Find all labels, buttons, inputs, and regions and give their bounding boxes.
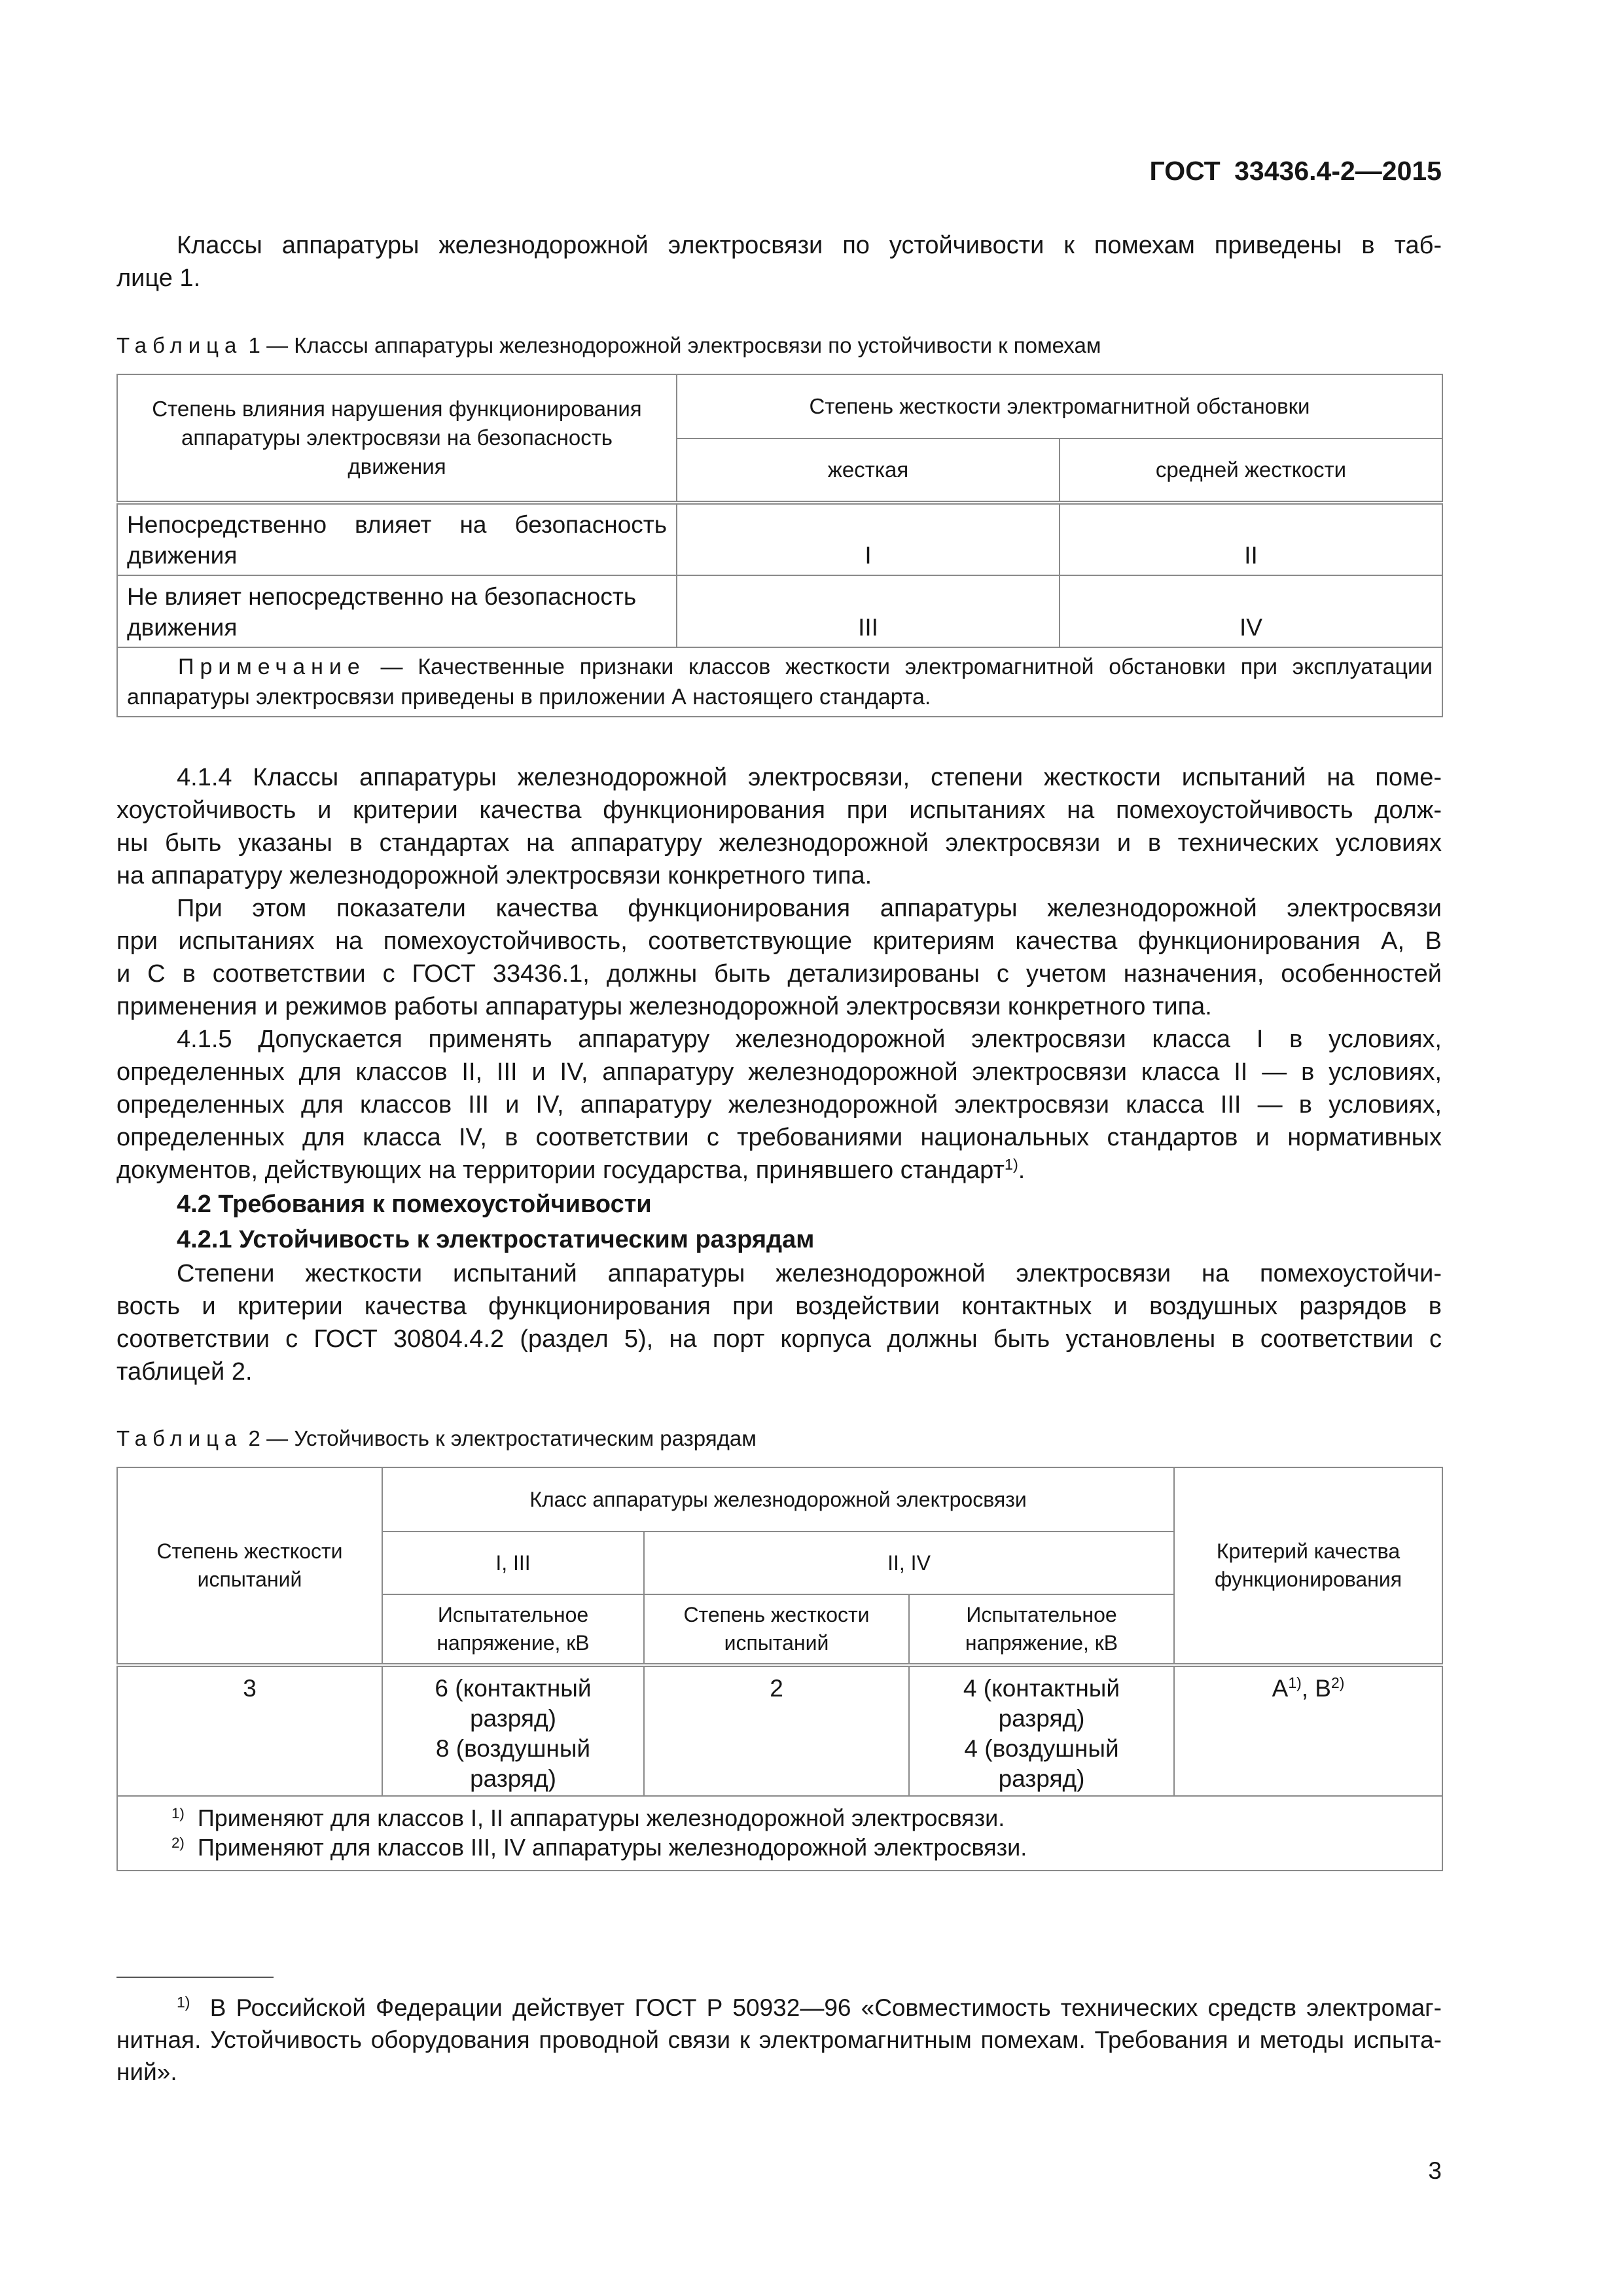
table2-row-v1: [382, 1665, 644, 1796]
table2-h-degree2: Степень жесткости испытаний: [644, 1594, 909, 1665]
table2-sub-24: II, IV: [644, 1532, 1174, 1594]
para-415-line-5: документов, действующих на территории государства, принявшего стандарт$^{1)}$.: [116, 1156, 1026, 1184]
table1-row1-c1: I: [677, 503, 1060, 575]
footnote-rule: [116, 1977, 274, 1978]
para-415-line-5-text: документов, действующих на территории государства, принявшего стандарт: [116, 1157, 1005, 1184]
footnote-ref: 1): [1004, 1156, 1018, 1174]
table1-row2-label: Не влияет непосредственно на безопасность движения: [117, 575, 677, 647]
para-414b-line-4: применения и режимов работы аппаратуры железнодорожной электросвязи конкретного типа.: [116, 993, 1212, 1020]
table2-footnotes: [117, 1796, 1442, 1871]
table2-row-v2-line: 4 (контактный: [963, 1675, 1120, 1702]
heading-4-2-1: 4.2.1 Устойчивость к электростатическим разрядам: [177, 1226, 815, 1253]
table1-sub-medium: средней жесткости: [1060, 439, 1442, 503]
table-row: [117, 503, 1442, 575]
document-header: ГОСТ 33436.4-2—2015: [1149, 156, 1442, 186]
para-421-line-4: таблицей 2.: [116, 1358, 253, 1386]
table2-group-class: Класс аппаратуры железнодорожной электросвязи: [382, 1467, 1174, 1532]
para-421-line-1: Степени жесткости испытаний аппаратуры железнодорожной электросвязи на помехоустойчи-: [177, 1260, 1442, 1287]
table1-row2-c1: III: [677, 575, 1060, 647]
table2-row-v1-line: 6 (контактный: [435, 1675, 592, 1702]
table2-row-v1-line: разряд): [470, 1705, 556, 1732]
table1-group-header: Степень жесткости электромагнитной обстановки: [677, 374, 1442, 439]
table-row: [117, 575, 1442, 647]
table-2: [116, 1467, 1443, 1871]
footnote-mark: 1): [177, 1994, 190, 2011]
table2-row-degree: 3: [117, 1665, 382, 1796]
table2-footnote-1: $^{1)}$ Применяют для классов I, II аппаратуры железнодорожной электросвязи.: [171, 1804, 1005, 1831]
para-414-line-2: хоустойчивость и критерии качества функционирования при испытаниях на помехоустойчивость долж-: [116, 797, 1442, 824]
table2-footnote-2: $^{2)}$ Применяют для классов III, IV аппаратуры железнодорожной электросвязи.: [171, 1834, 1027, 1861]
heading-4-2: 4.2 Требования к помехоустойчивости: [177, 1191, 652, 1218]
table2-sub-13: I, III: [382, 1532, 644, 1594]
table1-note: [117, 647, 1442, 717]
footnote-line-3: ний».: [116, 2058, 177, 2085]
footnote-line-2: нитная. Устойчивость оборудования проводной связи к электромагнитным помехам. Требования и методы испыта-: [116, 2026, 1442, 2053]
table1-col1-header: Степень влияния нарушения функционирования аппаратуры электросвязи на безопасность движения: [117, 374, 677, 503]
table2-col-degree: Степень жесткости испытаний: [117, 1467, 382, 1665]
table2-row-degree2: 2: [644, 1665, 909, 1796]
table2-col-criterion: Критерий качества функционирования: [1174, 1467, 1442, 1665]
table2-row-criterion: $А^{1)}$, $В^{2)}$: [1174, 1665, 1442, 1796]
table2-row-v2-line: разряд): [998, 1765, 1085, 1792]
table-row: [117, 1665, 1442, 1796]
table2-caption-word: Таблица: [116, 1426, 243, 1450]
para-414b-line-3: и С в соответствии с ГОСТ 33436.1, должны быть детализированы с учетом назначения, особенностей: [116, 960, 1442, 988]
table1-sub-harsh: жесткая: [677, 439, 1060, 503]
page-number: 3: [1428, 2157, 1442, 2184]
table2-caption-text: 2 — Устойчивость к электростатическим разрядам: [242, 1426, 757, 1450]
table2-row-v1-line: 8 (воздушный: [435, 1735, 591, 1762]
table2-row-v2: [909, 1665, 1174, 1796]
para-415-line-4: определенных для класса IV, в соответствии с требованиями национальных стандартов и нормативных: [116, 1124, 1442, 1151]
para-414-line-3: ны быть указаны в стандартах на аппаратуру железнодорожной электросвязи и в технических условиях: [116, 829, 1442, 857]
table1-caption-word: Таблица: [116, 333, 243, 357]
para-415-line-3: определенных для классов III и IV, аппаратуру железнодорожной электросвязи класса III — в условиях,: [116, 1091, 1442, 1119]
table1-row1-label: Непосредственно влияет на безопасность движения: [117, 503, 677, 575]
intro-line-1: Классы аппаратуры железнодорожной электросвязи по устойчивости к помехам приведены в таб-: [177, 232, 1442, 259]
table2-h-voltage2: Испытательное напряжение, кВ: [909, 1594, 1174, 1665]
table1-caption-text: 1 — Классы аппаратуры железнодорожной электросвязи по устойчивости к помехам: [242, 333, 1101, 357]
table2-caption: [116, 1424, 757, 1453]
para-414b-line-1: При этом показатели качества функционирования аппаратуры железнодорожной электросвязи: [177, 895, 1442, 922]
table1-row1-c2: II: [1060, 503, 1442, 575]
table-1: [116, 374, 1443, 717]
para-421-line-2: вость и критерии качества функционирования при воздействии контактных и воздушных разрядов в: [116, 1293, 1442, 1320]
intro-line-2: лице 1.: [116, 264, 201, 292]
para-415-line-2: определенных для классов II, III и IV, аппаратуру железнодорожной электросвязи класса II — в условиях,: [116, 1058, 1442, 1086]
table2-row-v2-line: 4 (воздушный: [964, 1735, 1119, 1762]
table2-h-voltage1: Испытательное напряжение, кВ: [382, 1594, 644, 1665]
table1-row2-c2: IV: [1060, 575, 1442, 647]
para-421-line-3: соответствии с ГОСТ 30804.4.2 (раздел 5), на порт корпуса должны быть установлены в соответствии с: [116, 1325, 1442, 1353]
footnote-line-1: $^{1)}$ В Российской Федерации действует ГОСТ Р 50932—96 «Совместимость технических средств электромаг-: [177, 1994, 1442, 2021]
para-414b-line-2: при испытаниях на помехоустойчивость, соответствующие критериям качества функционирования А, В: [116, 927, 1442, 955]
para-414-line-1: 4.1.4 Классы аппаратуры железнодорожной электросвязи, степени жесткости испытаний на поме-: [177, 764, 1442, 791]
table1-note-word: Примечание: [178, 655, 366, 679]
table2-row-v1-line: разряд): [470, 1765, 556, 1792]
para-415-line-1: 4.1.5 Допускается применять аппаратуру железнодорожной электросвязи класса I в условиях,: [177, 1026, 1442, 1053]
table1-caption: [116, 331, 1101, 360]
para-414-line-4: на аппаратуру железнодорожной электросвязи конкретного типа.: [116, 862, 872, 889]
table1-note-text: — Качественные признаки классов жесткости электромагнитной обстановки при эксплуатации аппаратуры электросвязи приведены в приложении А настоящего стандарта.: [127, 655, 1433, 709]
table2-row-v2-line: разряд): [998, 1705, 1085, 1732]
